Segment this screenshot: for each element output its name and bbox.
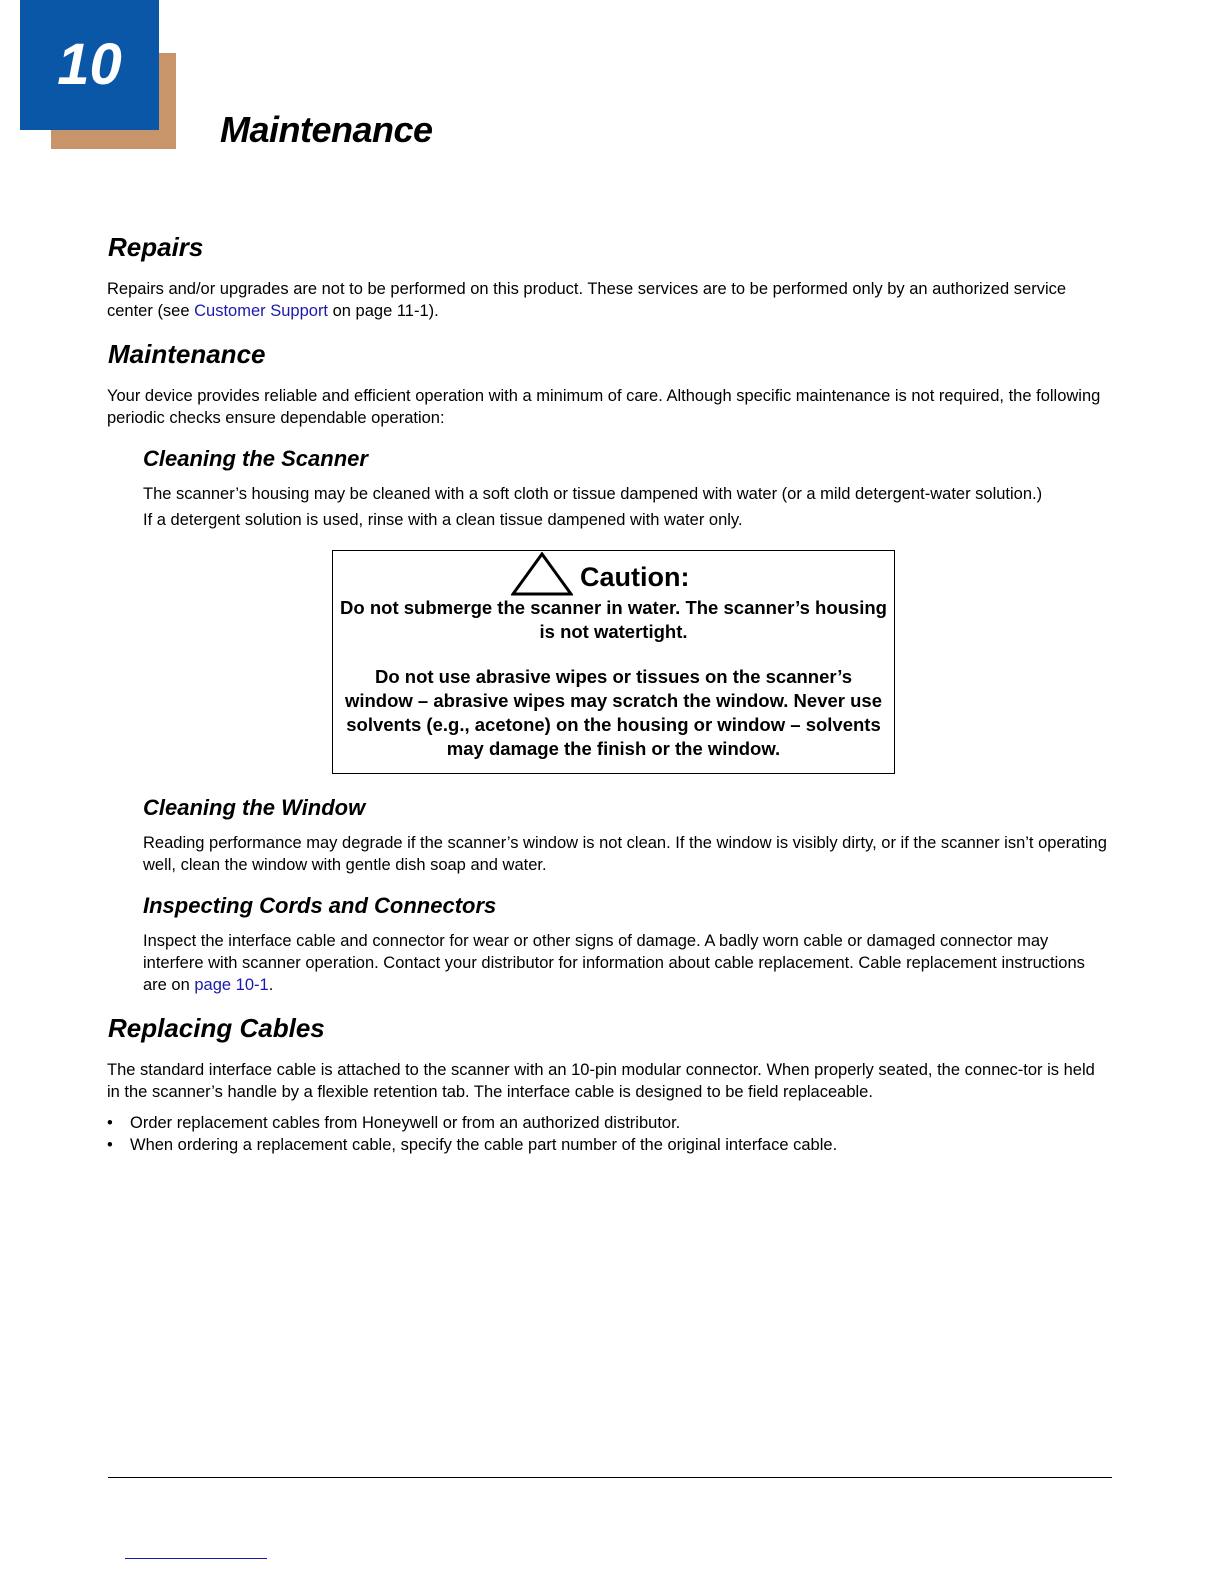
bullet-icon: • xyxy=(107,1114,113,1132)
replacing-cables-paragraph: The standard interface cable is attached to the scanner with an 10-pin modular connector. When properly seated, the connec-tor is held in the scanner’s handle by a flexible retention tab. The interface cable is designed to be field replaceable. xyxy=(107,1061,1095,1101)
replacing-cables-heading: Replacing Cables xyxy=(108,1013,325,1043)
repairs-text-after: on page 11-1). xyxy=(328,302,439,320)
chapter-number: 10 xyxy=(57,32,122,97)
chapter-title: Maintenance xyxy=(220,109,433,150)
caution-title: Caution: xyxy=(580,562,690,592)
footer-divider xyxy=(108,1477,1112,1478)
caution-paragraph-2: Do not use abrasive wipes or tissues on the scanner’s window – abrasive wipes may scratch the window. Never use solvents (e.g., acetone) on the housing or window – solvents may damage the finish or the window. xyxy=(344,666,883,759)
list-item-text: Order replacement cables from Honeywell or from an authorized distributor. xyxy=(130,1114,681,1132)
page-10-1-link[interactable]: page 10-1 xyxy=(194,976,269,994)
maintenance-paragraph: Your device provides reliable and efficient operation with a minimum of care. Although specific maintenance is not required, the following periodic checks ensure dependable operation: xyxy=(107,387,1101,427)
footer-link-underline xyxy=(125,1558,267,1559)
repairs-paragraph xyxy=(107,278,1107,322)
repairs-heading: Repairs xyxy=(108,232,204,262)
customer-support-link[interactable]: Customer Support xyxy=(194,302,329,320)
cleaning-scanner-heading: Cleaning the Scanner xyxy=(143,446,368,471)
cleaning-window-heading: Cleaning the Window xyxy=(143,795,366,820)
inspecting-heading: Inspecting Cords and Connectors xyxy=(143,893,497,918)
cleaning-scanner-line-1: The scanner’s housing may be cleaned with a soft cloth or tissue dampened with water (or a mild detergent-water solution.) xyxy=(143,485,1043,503)
cleaning-scanner-line-2: If a detergent solution is used, rinse with a clean tissue dampened with water only. xyxy=(143,511,743,529)
list-item xyxy=(107,1112,1107,1134)
maintenance-heading: Maintenance xyxy=(108,339,266,369)
caution-paragraph-1: Do not submerge the scanner in water. The scanner’s housing is not watertight. xyxy=(340,597,887,642)
caution-box xyxy=(332,550,895,774)
inspecting-text-after: . xyxy=(268,976,274,994)
cleaning-window-paragraph: Reading performance may degrade if the scanner’s window is not clean. If the window is visibly dirty, or if the scanner isn’t operating well, clean the window with gentle dish soap and water. xyxy=(143,834,1107,874)
repairs-text-before: Repairs and/or upgrades are not to be performed on this product. These services are to be performed only by an authorized service center (see xyxy=(107,280,1067,320)
replacing-cables-list xyxy=(107,1112,1107,1156)
list-item xyxy=(107,1134,1107,1156)
inspecting-paragraph xyxy=(143,930,1108,996)
inspecting-text-before: Inspect the interface cable and connector for wear or other signs of damage. A badly worn cable or damaged connector may interfere with scanner operation. Contact your distributor for information about cable replacement. Cable replacement instructions are on xyxy=(143,932,1085,994)
bullet-icon: • xyxy=(107,1136,113,1154)
warning-triangle-icon xyxy=(511,552,573,596)
list-item-text: When ordering a replacement cable, specify the cable part number of the original interface cable. xyxy=(130,1136,838,1154)
caution-header xyxy=(333,551,894,599)
